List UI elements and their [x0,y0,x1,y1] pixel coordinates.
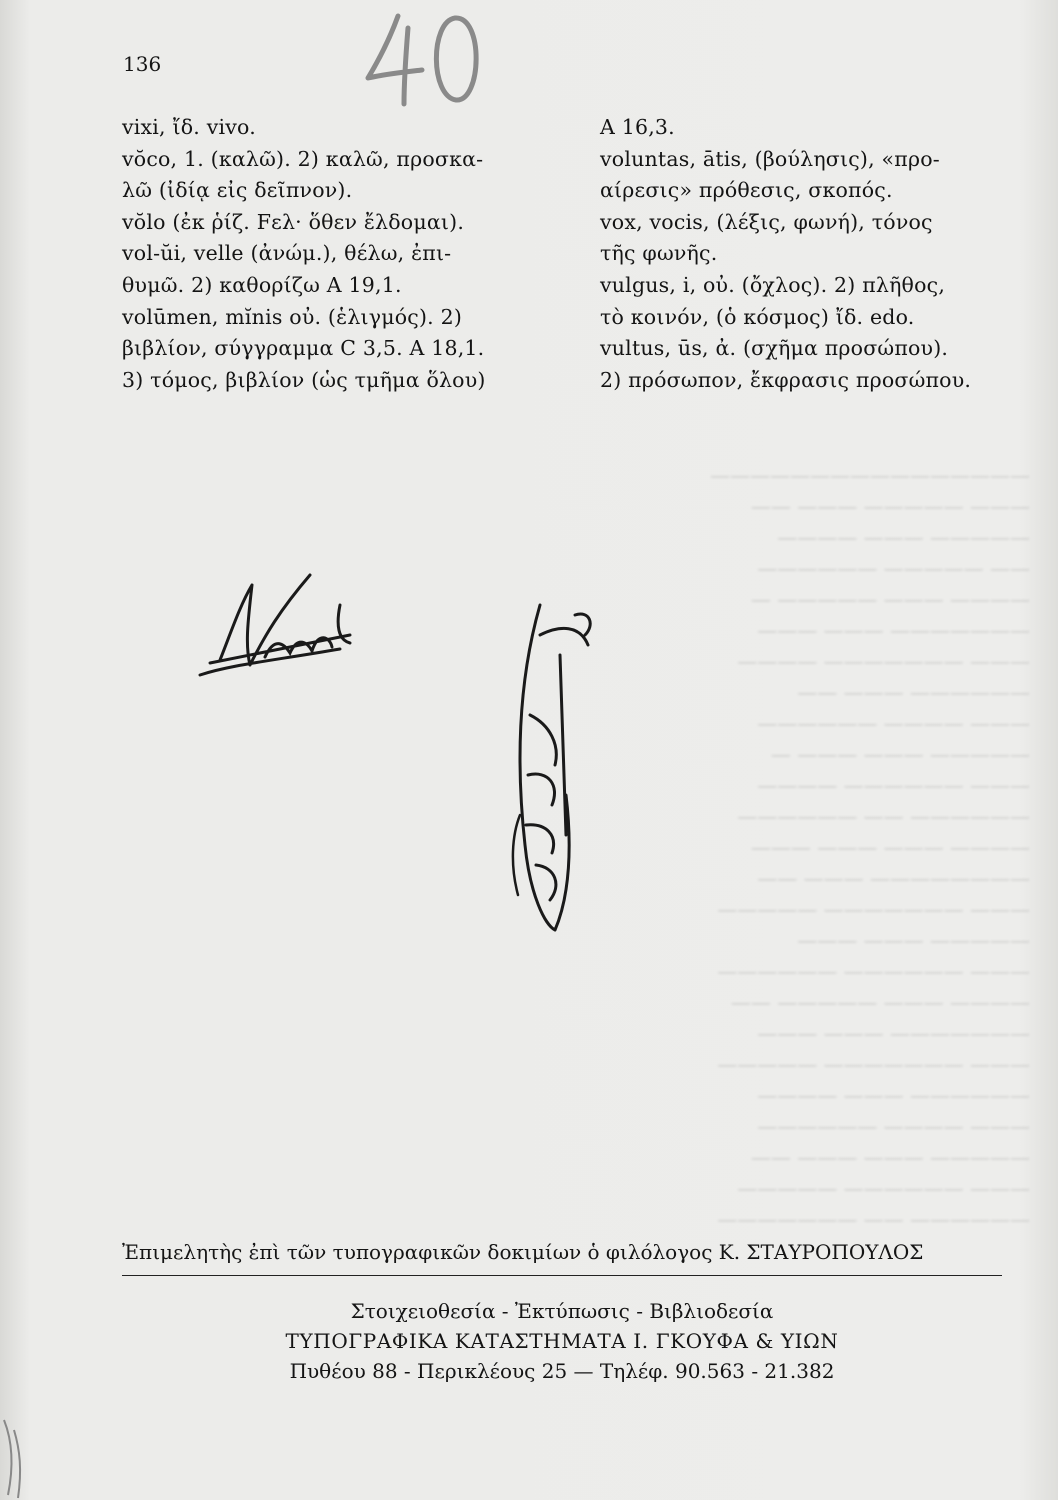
text-line: 3) τόμος, βιβλίον (ὡς τμῆμα ὅλου) [122,367,486,392]
text-line: τῆς φωνῆς. [600,241,718,266]
imprint-printer-name: ΤΥΠΟΓΡΑΦΙΚΑ ΚΑΤΑΣΤΗΜΑΤΑ Ι. ΓΚΟΥΦΑ & ΥΙΩΝ [285,1329,839,1353]
page-number: 136 [123,52,162,76]
divider-rule [122,1275,1002,1276]
text-line: vŏlo (ἐκ ῥίζ. Fελ· ὅθεν ἔλδομαι). [122,209,465,234]
text-line: vixi, ἴδ. vivo. [122,115,256,139]
signature-right [500,595,610,940]
text-line: βιβλίον, σύγγραμμα C 3,5. A 18,1. [122,336,485,361]
text-line: vultus, ūs, ἀ. (σχῆμα προσώπου). [600,336,949,361]
text-line: volūmen, mĭnis οὐ. (ἑλιγμός). 2) [122,304,463,329]
text-line: voluntas, ātis, (βούλησις), «προ- [600,146,940,171]
text-line: λῶ (ἰδίᾳ εἰς δεῖπνον). [122,178,353,203]
text-line: vol-ŭi, velle (ἀνώμ.), θέλω, ἐπι- [122,241,452,266]
text-line: A 16,3. [600,115,675,139]
text-line: vulgus, i, οὐ. (ὄχλος). 2) πλῆθος, [600,272,946,297]
imprint-address: Πυθέου 88 - Περικλέους 25 — Τηλέφ. 90.563 - 21.382 [289,1359,835,1383]
editor-credit: Ἐπιμελητὴς ἐπὶ τῶν τυπογραφικῶν δοκιμίων ὁ φιλόλογος Κ. ΣΤΑΥΡΟΠΟΥΛΟΣ [122,1240,924,1264]
text-line: αίρεσις» πρόθεσις, σκοπός. [600,178,893,203]
text-line: vŏco, 1. (καλῶ). 2) καλῶ, προσκα- [122,146,484,171]
bleed-through-texture: ———————————————— ——— ————— ——— —— ————— ——— ———— —— ————— —————— ———— ——— ————— — ——————— ——— ——— ——— ——————— ———— —————— ——— —— ——— ———— —————— ————— ——— ——— — ——— —————— ———— —————— —— —————— ———— ——— ——— ——— ———————— ——— —— ——— ——————— ————— ————— ——— ——— ——— —————— —————— ———— ——— ————— —— ——————— ——— ——— ——— ——————— ————— —————— ——— ———— ——— ———— —————— ————— ——— ——— —— ——— —————— ————— —————— —— ——————— [710,463,1030,1231]
text-line: θυμῶ. 2) καθορίζω A 19,1. [122,272,402,297]
text-line: τὸ κοινόν, (ὁ κόσμος) ἴδ. edo. [600,304,915,329]
page-edge-mark [0,1410,40,1500]
right-column [600,112,1020,396]
text-line: 2) πρόσωπον, ἔκφρασις προσώπου. [600,367,972,392]
signature-left [190,565,370,715]
text-line: vox, vocis, (λέξις, φωνή), τόνος [600,209,933,234]
imprint-services: Στοιχειοθεσία - Ἐκτύπωσις - Βιβλιοδεσία [350,1299,774,1323]
handwritten-page-number [360,8,490,108]
printer-imprint [122,1296,1002,1386]
left-column [122,112,562,396]
